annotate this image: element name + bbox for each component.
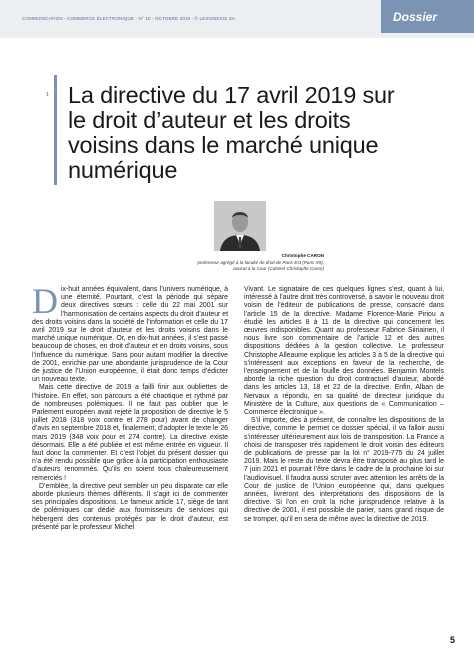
author-first-name: Christophe: [281, 253, 306, 258]
body-paragraph: S’il importe, dès à présent, de connaître les dispositions de la directive, comme le permet ce dossier spécial, il va falloir aussi s’intéresser ultérieurement aux lois de transposition. La France a choisi de transposer très rapidement le droit voisin des éditeurs de publications de presse par la loi n° 2019-775 du 24 juillet 2019. Mais le reste du texte devra être transposé au plus tard le 7 juin 2021 et pourrait l’être dans le cadre de la prochaine loi sur l’audiovisuel. Il faudra aussi scruter avec attention les arrêts de la Cour de justice de l’Union européenne qui, dans quelques années, livreront des interprétations des dispositions de la directive. Si l’on en croit la riche jurisprudence relative à la directive de 2001, il est possible de parier, sans grand risque de se tromper, qu’il en sera de même avec la directive de 2019.: [244, 417, 444, 523]
text-column-left: [32, 281, 229, 532]
body-paragraph: Mais cette directive de 2019 a failli finir aux oubliettes de l’histoire. En effet, son parcours a été chaotique et rythmé par de nombreuses polémiques. Il ne faut pas oublier que le Parlement européen avait rejeté la proposition de directive le 5 juillet 2018 (318 voix contre et 278 pour) avant de changer d’avis en septembre 2018 et, finalement, d’adopter le texte le 26 mars 2019 (348 voix pour et 274 contre). La directive existe désormais. Elle a été publiée et est même entrée en vigueur. Il faut donc la commenter. Et c’est l’objet du présent dossier qui n’a été rendu possible que grâce à la participation enthousiaste d’auteurs renommés. Qu’ils en soient tous chaleureusement remerciés !: [32, 384, 228, 482]
article-title: La directive du 17 avril 2019 sur le droit d’auteur et les droits voisins dans le marché unique numérique: [68, 82, 395, 183]
body-paragraph: [32, 281, 229, 384]
author-photo: [214, 201, 266, 251]
drop-cap: D: [32, 281, 58, 321]
body-paragraph: D’emblée, la directive peut sembler un peu disparate car elle aborde plusieurs thèmes différents. Il s’agit ici de commenter ses principales dispositions. Le fameux article 17, siège de tant de polémiques car dédié aux fournisseurs de services qui hébergent des contenus protégés par le droit d’auteur, est présenté par le professeur Michel: [32, 482, 228, 531]
paragraph-text: ix-huit années équivalent, dans l’univers numérique, à une éternité. Pourtant, c’est la période qui sépare deux directives sœurs : celle du 22 mai 2001 sur l’harmonisation de certains aspects du droit d’auteur et des droits voisins dans la société de l’information et celle du 17 avril 2019 sur le droit d’auteur et les droits voisins dans le marché unique numérique. Or, en dix-huit années, il s’est passé beaucoup de choses, en droit d’auteur et en droits voisins, sous l’influence du numérique. Sans pour autant modifier la directive de 2001, enrichie par une abondante jurisprudence de la Cour de justice de l’Union européenne, il était donc temps d’édicter un nouveau texte.: [32, 286, 229, 384]
author-portrait-image: [214, 201, 266, 251]
text-column-right: [244, 286, 444, 524]
page-number: 5: [450, 635, 456, 645]
author-caption: [140, 253, 324, 273]
running-title: COMMUNICATION - COMMERCE ÉLECTRONIQUE - N° 10 - OCTOBRE 2019 - © LEXISNEXIS SA: [22, 16, 235, 21]
section-rubric: Dossier: [381, 0, 474, 33]
author-name-line: [140, 253, 324, 260]
body-paragraph: Vivant. Le signataire de ces quelques lignes s’est, quant à lui, intéressé à l’autre droit très controversé, à savoir le nouveau droit voisin de l’éditeur de publications de presse, consacré dans l’article 15 de la directive. Madame Florence-Marie Piriou a étudié les articles 8 à 11 de la directive qui concernent les œuvres indisponibles. Quant au professeur Fabrice Siiriainen, il nous livre son commentaire de l’article 12 et des autres dispositions dédiées à la gestion collective. Le professeur Christophe Alleaume explique les articles 3 à 5 de la directive qui s’intéressent aux exceptions en faveur de la recherche, de l’enseignement et de la fouille des données. Benjamin Montels aborde la riche question du droit contractuel d’auteur, abordé dans les articles 13, 18 et 22 de la directive. Enfin, Alban de Nervaux a répondu, en sa qualité de directeur juridique du Ministère de la Culture, aux questions de « Communication – Commerce électronique ».: [244, 286, 444, 417]
author-role-1: professeur agrégé à la faculté de droit de Paris-Est (Paris XII),: [197, 259, 324, 265]
author-last-name: CARON: [307, 253, 324, 258]
title-accent-bar: [54, 75, 57, 185]
author-role-2: avocat à la Cour (Cabinet Christophe Caron): [233, 266, 324, 272]
article-number: 1: [46, 92, 49, 98]
